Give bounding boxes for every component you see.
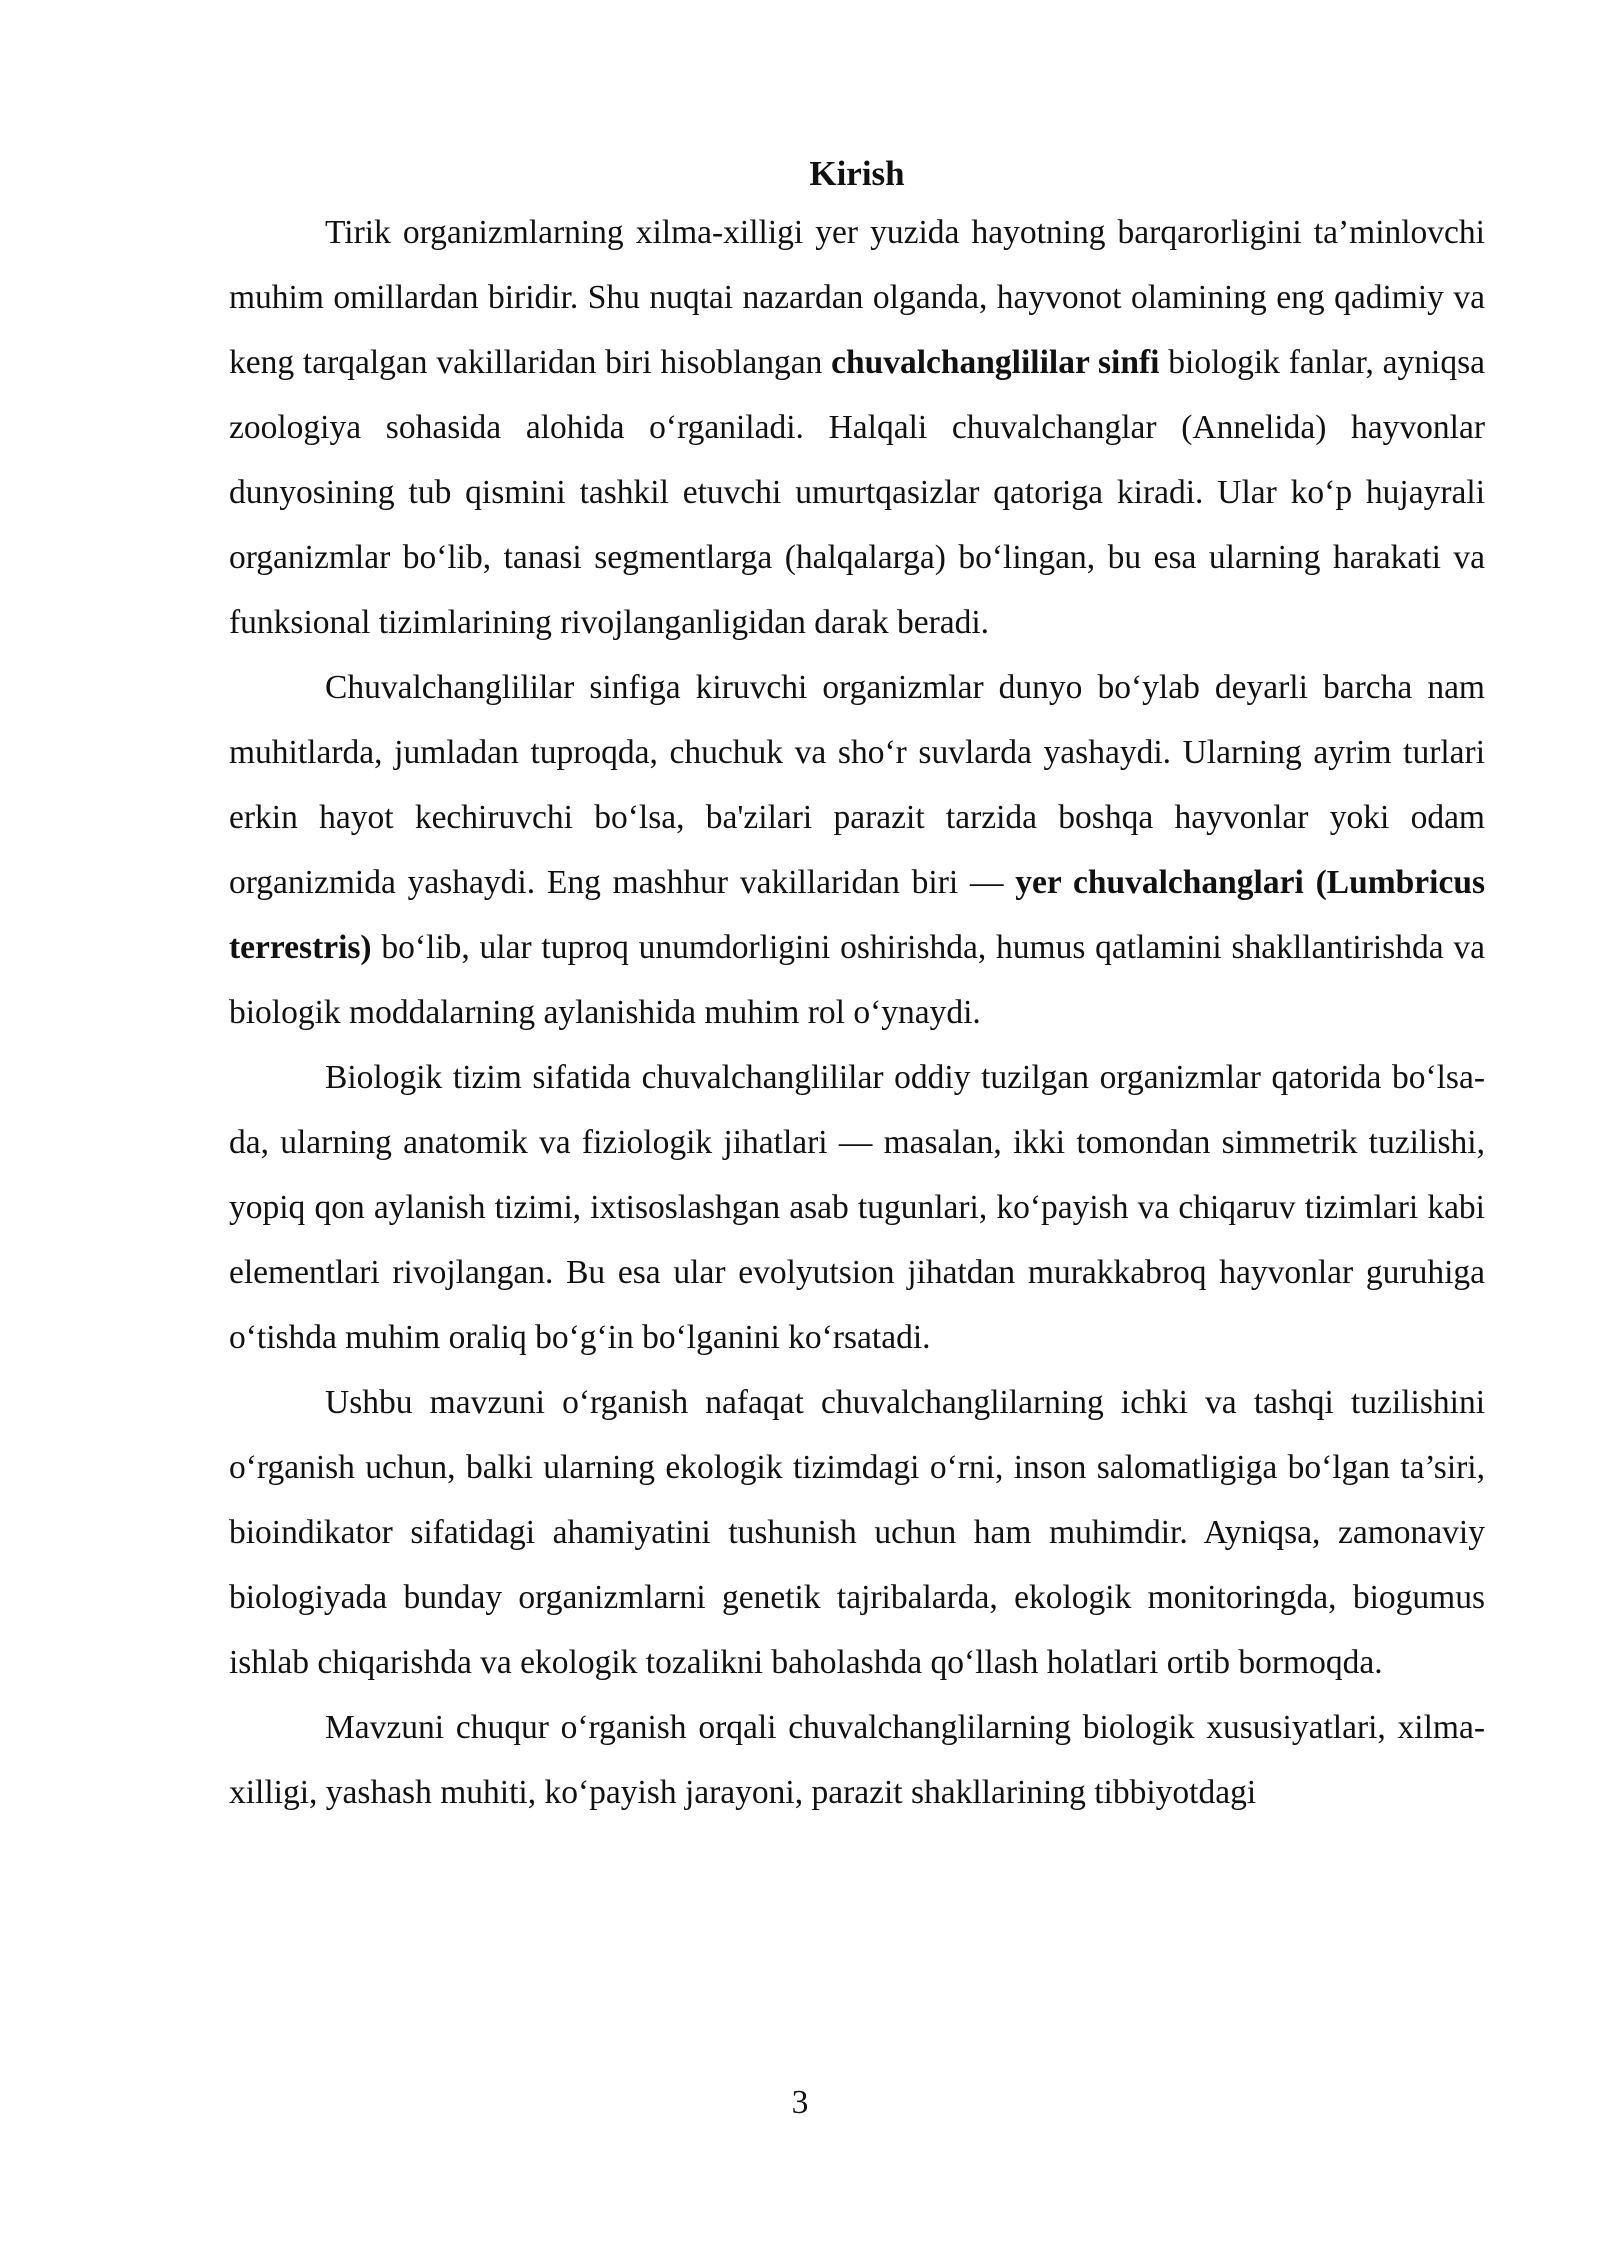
paragraph-1-text: Tirik organizmlarning xilma-xilligi yer yuzida hayotning barqarorligini ta’minlovchi muhim omillardan biridir. Shu nuqtai nazardan olganda, hayvonot olamining eng qadimiy va keng tarqalgan vakillaridan biri hisoblangan bbox=[229, 214, 1485, 381]
paragraph-5-text: Mavzuni chuqur o‘rganish orqali chuvalchanglilarning biologik xususiyatlari, xilma-xilligi, yashash muhiti, ko‘payish jarayoni, parazit shakllarining tibbiyotdagi bbox=[229, 1709, 1485, 1811]
page-number: 3 bbox=[791, 2084, 809, 2121]
paragraph-3 bbox=[229, 1045, 1485, 1370]
paragraph-1-bold-term: chuvalchanglililar sinfi bbox=[831, 344, 1160, 381]
paragraph-2 bbox=[229, 655, 1485, 1045]
paragraph-2-text: Chuvalchanglililar sinfiga kiruvchi organizmlar dunyo bo‘ylab deyarli barcha nam muhitlarda, jumladan tuproqda, chuchuk va sho‘r suvlarda yashaydi. Ularning ayrim turlari erkin hayot kechiruvchi bo‘lsa, ba'zilari parazit tarzida boshqa hayvonlar yoki odam organizmida yashaydi. Eng mashhur vakillaridan biri — bbox=[229, 669, 1485, 901]
paragraph-2-bold-term: yer chuvalchanglari (Lumbricus terrestris) bbox=[229, 864, 1485, 966]
paragraph-2-text-cont: bo‘lib, ular tuproq unumdorligini oshirishda, humus qatlamini shakllantirishda va biologik moddalarning aylanishida muhim rol o‘ynaydi. bbox=[229, 929, 1485, 1031]
paragraph-4-text: Ushbu mavzuni o‘rganish nafaqat chuvalchanglilarning ichki va tashqi tuzilishini o‘rganish uchun, balki ularning ekologik tizimdagi o‘rni, inson salomatligiga bo‘lgan ta’siri, bioindikator sifatidagi ahamiyatini tushunish uchun ham muhimdir. Ayniqsa, zamonaviy biologiyada bunday organizmlarni genetik tajribalarda, ekologik monitoringda, biogumus ishlab chiqarishda va ekologik tozalikni baholashda qo‘llash holatlari ortib bormoqda. bbox=[229, 1384, 1485, 1681]
paragraph-1 bbox=[229, 200, 1485, 655]
section-title: Kirish bbox=[809, 154, 905, 193]
paragraph-3-text: Biologik tizim sifatida chuvalchanglililar oddiy tuzilgan organizmlar qatorida bo‘lsa-da, ularning anatomik va fiziologik jihatlari — masalan, ikki tomondan simmetrik tuzilishi, yopiq qon aylanish tizimi, ixtisoslashgan asab tugunlari, ko‘payish va chiqaruv tizimlari kabi elementlari rivojlangan. Bu esa ular evolyutsion jihatdan murakkabroq hayvonlar guruhiga o‘tishda muhim oraliq bo‘g‘in bo‘lganini ko‘rsatadi. bbox=[229, 1059, 1485, 1356]
paragraph-4 bbox=[229, 1370, 1485, 1695]
page-content bbox=[229, 148, 1485, 1825]
paragraph-5 bbox=[229, 1695, 1485, 1825]
paragraph-1-text-cont: biologik fanlar, ayniqsa zoologiya sohasida alohida o‘rganiladi. Halqali chuvalchanglar (Annelida) hayvonlar dunyosining tub qismini tashkil etuvchi umurtqasizlar qatoriga kiradi. Ular ko‘p hujayrali organizmlar bo‘lib, tanasi segmentlarga (halqalarga) bo‘lingan, bu esa ularning harakati va funksional tizimlarining rivojlanganligidan darak beradi. bbox=[229, 344, 1485, 641]
